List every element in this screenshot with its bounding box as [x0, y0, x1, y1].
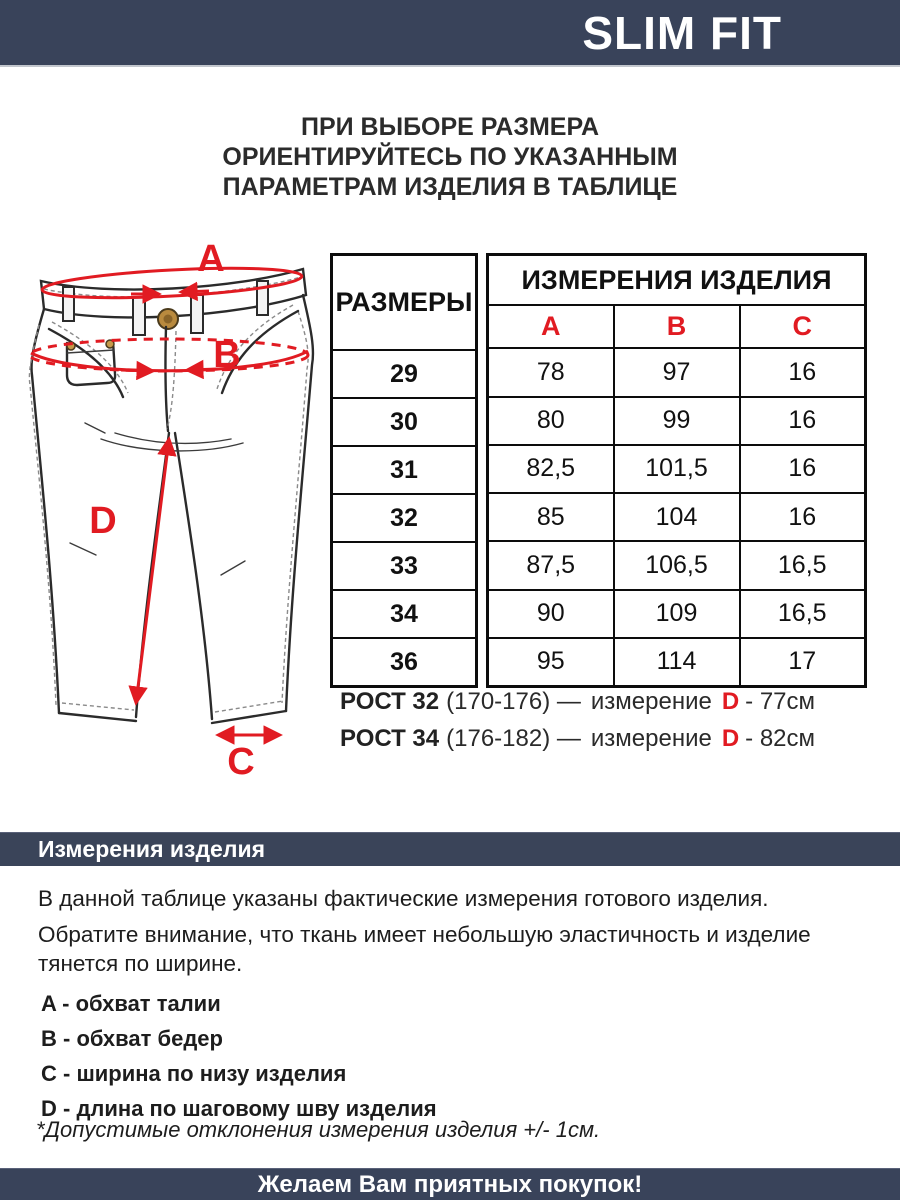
measure-legend [41, 986, 437, 1126]
description-paragraph-2: Обратите внимание, что ткань имеет небольшую эластичность и изделие тянется по ширине. [38, 922, 811, 976]
label-d: D [89, 500, 117, 542]
fit-title: SLIM FIT [582, 6, 782, 59]
value-cell: 97 [614, 348, 740, 396]
value-cell: 78 [488, 348, 614, 396]
table-row [332, 446, 477, 494]
value-cell: 109 [614, 590, 740, 638]
measurements-header: ИЗМЕРЕНИЯ ИЗДЕЛИЯ [488, 255, 866, 306]
value-cell: 101,5 [614, 445, 740, 493]
rost-label: РОСТ 34 [340, 725, 440, 752]
label-c: C [227, 741, 255, 778]
intro-line-1: ПРИ ВЫБОРЕ РАЗМЕРА [300, 113, 600, 141]
table-row [488, 348, 866, 396]
table-row [332, 638, 477, 687]
table-row [488, 445, 866, 493]
section-band [0, 832, 900, 866]
measurements-table [486, 253, 867, 688]
legend-item-b: B - обхват бедер [41, 1026, 223, 1051]
size-cell: 31 [332, 446, 477, 494]
sizes-header: РАЗМЕРЫ [332, 255, 477, 351]
rost-value: - 82см [745, 725, 816, 752]
size-table [330, 253, 867, 688]
height-note-32 [340, 688, 815, 716]
rost-word: измерение [590, 688, 712, 715]
table-row [488, 493, 866, 541]
value-cell: 106,5 [614, 541, 740, 589]
table-row [332, 590, 477, 638]
size-cell: 30 [332, 398, 477, 446]
tolerance-footnote: *Допустимые отклонения измерения изделия +/- 1см. [36, 1117, 601, 1142]
table-row [332, 542, 477, 590]
table-row [332, 350, 477, 398]
sizes-column-table [330, 253, 478, 688]
height-note-34 [340, 725, 815, 753]
rost-word: измерение [590, 725, 712, 752]
value-cell: 114 [614, 638, 740, 687]
intro-line-3: ПАРАМЕТРАМ ИЗДЕЛИЯ В ТАБЛИЦЕ [222, 173, 678, 201]
value-cell: 87,5 [488, 541, 614, 589]
value-cell: 104 [614, 493, 740, 541]
table-row [488, 590, 866, 638]
section-title: Измерения изделия [38, 836, 266, 862]
jeans-body-outline [29, 295, 313, 723]
value-cell: 16 [740, 493, 866, 541]
footer-bar [0, 1168, 900, 1200]
value-cell: 16,5 [740, 541, 866, 589]
rost-label: РОСТ 32 [340, 688, 440, 715]
value-cell: 16 [740, 397, 866, 445]
value-cell: 16,5 [740, 590, 866, 638]
value-cell: 16 [740, 348, 866, 396]
size-cell: 33 [332, 542, 477, 590]
table-row [332, 398, 477, 446]
value-cell: 95 [488, 638, 614, 687]
height-notes [340, 688, 815, 762]
rost-letter: D [721, 725, 740, 752]
intro-line-2: ОРИЕНТИРУЙТЕСЬ ПО УКАЗАННЫМ [222, 143, 678, 171]
table-row [332, 494, 477, 542]
label-a: A [197, 243, 225, 280]
description-paragraph-1: В данной таблице указаны фактические измерения готового изделия. [38, 886, 769, 911]
size-cell: 29 [332, 350, 477, 398]
value-cell: 82,5 [488, 445, 614, 493]
label-b: B [213, 334, 241, 376]
description-block [38, 884, 866, 985]
table-row [488, 638, 866, 687]
size-cell: 36 [332, 638, 477, 687]
wrinkle-lines [70, 423, 245, 575]
value-cell: 99 [614, 397, 740, 445]
value-cell: 85 [488, 493, 614, 541]
table-row [488, 541, 866, 589]
legend-item-a: A - обхват талии [41, 991, 221, 1016]
size-cell: 34 [332, 590, 477, 638]
rost-range: (170-176) — [446, 688, 581, 715]
intro-heading [0, 112, 900, 202]
table-row [488, 397, 866, 445]
value-cell: 17 [740, 638, 866, 687]
header-bar [0, 0, 900, 67]
rost-letter: D [721, 688, 740, 715]
legend-item-d: D - длина по шаговому шву изделия [41, 1096, 437, 1121]
size-cell: 32 [332, 494, 477, 542]
legend-item-c: C - ширина по низу изделия [41, 1061, 347, 1086]
jeans-button [158, 309, 178, 329]
letter-b-header: B [614, 305, 740, 348]
rost-value: - 77см [745, 688, 816, 715]
measure-letters-row [488, 305, 866, 348]
letter-c-header: C [740, 305, 866, 348]
rost-range: (176-182) — [446, 725, 581, 752]
value-cell: 80 [488, 397, 614, 445]
footer-message: Желаем Вам приятных покупок! [257, 1170, 643, 1198]
jeans-measurement-diagram [15, 243, 330, 778]
letter-a-header: A [488, 305, 614, 348]
value-cell: 90 [488, 590, 614, 638]
value-cell: 16 [740, 445, 866, 493]
